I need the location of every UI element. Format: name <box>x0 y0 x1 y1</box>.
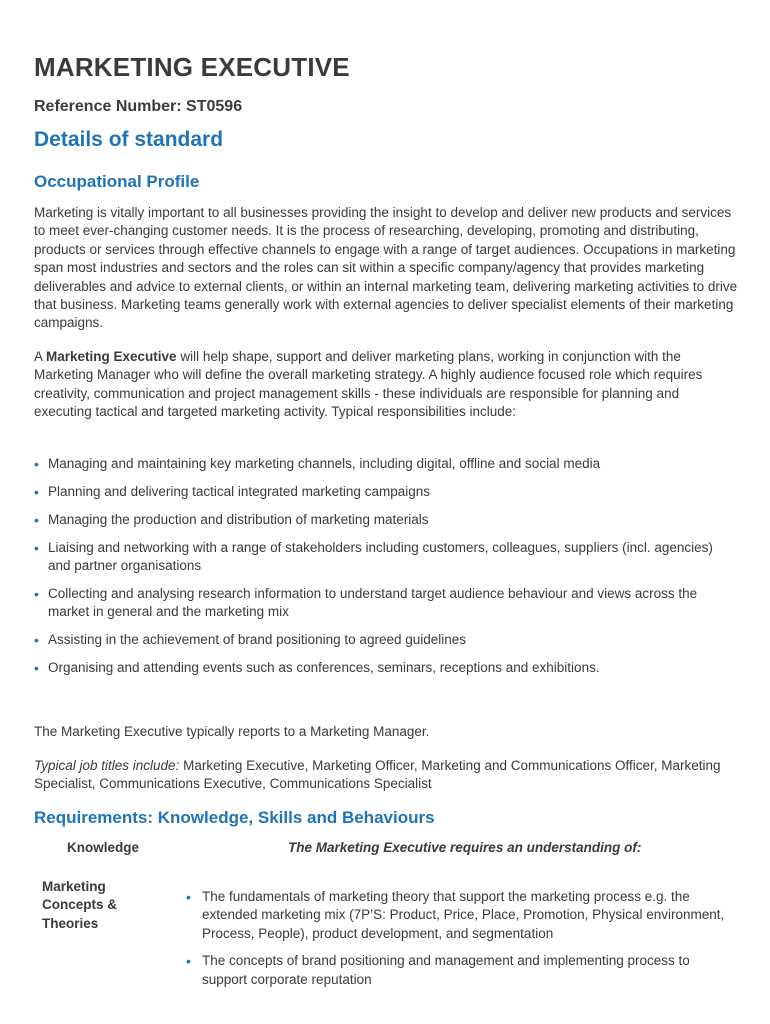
list-item-text: Managing and maintaining key marketing channels, including digital, offline and social media <box>48 456 601 471</box>
table-header-requirement: The Marketing Executive requires an understanding of: <box>288 840 642 855</box>
list-item <box>34 659 734 677</box>
list-item-text: Assisting in the achievement of brand positioning to agreed guidelines <box>48 632 467 648</box>
bullet-icon: • <box>186 889 191 905</box>
role-paragraph-prefix: A <box>34 349 47 364</box>
bullet-icon: • <box>34 660 39 677</box>
list-item-text: Collecting and analysing research information to understand target audience behaviour and views across the market in general and the marketing mix <box>48 586 698 620</box>
intro-paragraph: Marketing is vitally important to all businesses providing the insight to develop and deliver new products and services to meet ever-changing customer needs. It is the process of researching, developing, promoting and distributing, products or services through effective channels to engage with a range of target audiences. Occupations in marketing span most industries and sectors and the roles can sit within a specific company/agency that provides marketing deliverables and advice to external clients, or within an internal marketing team, delivering marketing activities to drive that business. Marketing teams generally work with external agencies to deliver specialist elements of their marketing campaigns. <box>34 205 738 331</box>
list-item <box>34 511 734 529</box>
table-header-knowledge: Knowledge <box>67 840 140 855</box>
table-row-label: Marketing Concepts & Theories <box>42 879 118 931</box>
occupational-profile-heading: Occupational Profile <box>34 172 200 191</box>
bullet-icon: • <box>34 483 39 500</box>
bullet-icon: • <box>34 586 39 603</box>
knowledge-list <box>186 888 736 998</box>
list-item <box>34 455 734 473</box>
role-paragraph <box>34 348 739 422</box>
section-heading: Details of standard <box>34 128 224 151</box>
bullet-icon: • <box>34 511 39 528</box>
list-item <box>34 539 734 576</box>
responsibilities-list <box>34 455 734 687</box>
list-item-text: Managing the production and distribution of marketing materials <box>48 511 429 527</box>
list-item <box>34 585 734 622</box>
bullet-icon: • <box>186 953 191 970</box>
job-titles-list: Marketing Executive, Marketing Officer, Marketing and Communications Officer, Marketing Specialist, Communications Executive, Communications Specialist <box>34 758 721 792</box>
job-titles-label: Typical job titles include: <box>34 758 180 773</box>
reference-number: Reference Number: ST0596 <box>34 98 243 115</box>
list-item <box>34 631 734 649</box>
list-item <box>34 483 734 501</box>
role-paragraph-rest: will help shape, support and deliver marketing plans, working in conjunction with the Marketing Manager who will define the overall marketing strategy. A highly audience focused role which requires creativity, communication and project management skills - these individuals are responsible for planning and executing tactical and targeted marketing activity. Typical responsibilities include: <box>34 349 703 420</box>
role-paragraph-bold: Marketing Executive <box>46 349 177 364</box>
page-title: MARKETING EXECUTIVE <box>34 52 350 82</box>
job-titles-paragraph <box>34 757 739 794</box>
list-item-text: Planning and delivering tactical integrated marketing campaigns <box>48 483 430 499</box>
reports-to-paragraph: The Marketing Executive typically reports to a Marketing Manager. <box>34 724 430 739</box>
bullet-icon: • <box>34 632 39 649</box>
list-item <box>186 952 736 989</box>
list-item-text: The concepts of brand positioning and management and implementing process to support corporate reputation <box>202 953 690 987</box>
requirements-heading: Requirements: Knowledge, Skills and Behaviours <box>34 808 435 827</box>
list-item-text: The fundamentals of marketing theory that support the marketing process e.g. the extended marketing mix (7P’S: Product, Price, Place, Promotion, Physical environment, Process, People), product development, and segmentation <box>202 889 725 941</box>
list-item-text: Liaising and networking with a range of stakeholders including customers, colleagues, suppliers (incl. agencies) and partner organisations <box>48 539 713 574</box>
bullet-icon: • <box>34 456 39 472</box>
list-item <box>186 888 736 943</box>
bullet-icon: • <box>34 539 39 556</box>
list-item-text: Organising and attending events such as conferences, seminars, receptions and exhibitions. <box>48 660 600 676</box>
